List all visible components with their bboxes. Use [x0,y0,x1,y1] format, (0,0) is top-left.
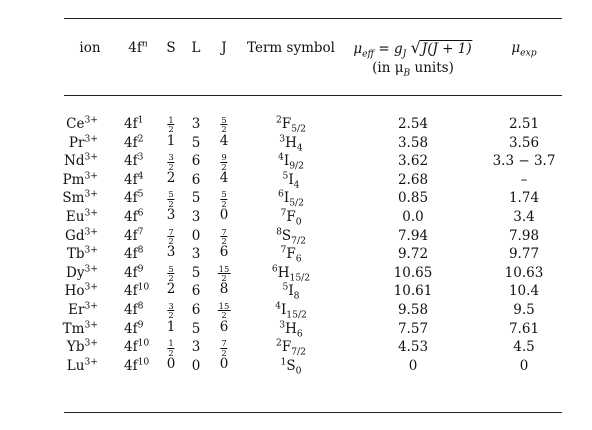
mu-eff-cell: 10.65 [393,264,433,281]
shell-cell: $4f^1$ [124,114,144,132]
fraction: $\frac{9}{2}$ [221,152,227,172]
total-j-cell: 4 [219,132,229,149]
total-j-cell [218,302,231,320]
ion-cell: $Eu^{3+}$ [65,207,98,225]
fraction: $\frac{15}{2}$ [218,263,230,284]
shell-cell: $4f^6$ [124,207,144,225]
fraction: $\frac{5}{2}$ [168,263,174,284]
term-symbol-cell: $^3H_6$ [279,319,303,340]
spin-cell [167,228,174,246]
spin-cell: 3 [166,244,176,261]
shell-cell: $4f^{10}$ [124,281,150,300]
mu-exp-cell: 3.4 [513,209,535,225]
total-j-cell [220,339,227,357]
table-bottom-rule [64,412,562,413]
fraction: $\frac{7}{2}$ [168,226,174,246]
orbital-cell: 3 [191,246,201,263]
total-j-cell [220,228,227,246]
header-total-j: J [221,40,227,56]
term-symbol-cell: $^4I_{9/2}$ [278,151,304,172]
term-symbol-cell: $^3H_4$ [279,133,303,154]
orbital-cell: 6 [191,283,201,300]
mu-exp-cell: 10.4 [508,283,540,300]
term-symbol-cell: $^7F_0$ [280,207,302,228]
mu-exp-cell: 10.63 [504,264,544,281]
table-header-rule [64,95,562,96]
spin-cell: 2 [166,281,176,298]
square-root-sign: √J(J + 1) [410,38,472,57]
fraction: $\frac{7}{2}$ [221,226,227,246]
total-j-cell: 6 [219,318,229,335]
ion-cell: $Lu^{3+}$ [66,356,98,374]
ion-cell: $Tb^{3+}$ [66,244,98,263]
header-orbital: L [191,40,201,56]
mu-eff-cell: 0 [408,357,418,374]
spin-cell [167,190,174,208]
mu-exp-cell: 0 [519,357,529,374]
shell-cell: $4f^9$ [124,319,144,337]
orbital-cell: 5 [191,320,201,337]
mu-exp-cell: 9.77 [508,246,540,263]
header-term-symbol: Term symbol [247,40,335,56]
mu-eff-cell: 9.58 [397,302,429,318]
term-symbol-cell: $^5I_4$ [282,170,300,191]
orbital-cell: 3 [191,339,201,356]
shell-cell: $4f^7$ [124,226,144,244]
total-j-cell: 0 [219,207,229,223]
shell-cell: $4f^9$ [124,263,144,281]
spin-cell [167,153,174,171]
spin-cell: 1 [166,132,176,149]
orbital-cell: 0 [191,357,201,374]
spin-cell: 2 [166,169,176,186]
orbital-cell: 6 [191,302,201,318]
term-symbol-cell: $^8S_{7/2}$ [276,226,306,247]
spin-cell: 3 [166,207,176,223]
term-symbol-cell: $^6I_{5/2}$ [278,188,304,210]
mu-exp-cell: 1.74 [508,190,540,207]
mu-exp-cell: 2.51 [508,116,540,132]
term-symbol-cell: $^5I_8$ [282,281,300,303]
ion-cell: $Ce^{3+}$ [66,114,98,132]
fraction: $\frac{5}{2}$ [221,189,227,209]
fraction: $\frac{5}{2}$ [168,189,174,209]
shell-cell: $4f^5$ [124,188,144,207]
term-symbol-cell: $^2F_{7/2}$ [276,337,306,358]
shell-cell: $4f^2$ [124,133,144,151]
ion-cell: $Yb^{3+}$ [66,337,98,356]
spin-cell: 0 [166,355,176,372]
total-j-cell [220,190,227,208]
fraction: $\frac{5}{2}$ [221,115,227,135]
shell-cell: $4f^8$ [124,300,144,318]
orbital-cell: 3 [191,209,201,225]
total-j-cell [220,116,227,134]
ion-cell: $Er^{3+}$ [68,300,98,318]
spin-cell: 1 [166,318,176,335]
ion-cell: $Nd^{3+}$ [64,151,98,170]
shell-cell: $4f^4$ [124,170,144,188]
mu-exp-cell: 3.3 − 3.7 [492,153,556,170]
mu-exp-cell: 7.61 [508,320,540,337]
ion-cell: $Pr^{3+}$ [68,133,98,151]
fraction: $\frac{15}{2}$ [218,301,230,321]
mu-exp-cell: 4.5 [513,339,535,356]
orbital-cell: 6 [191,153,201,170]
spin-cell [167,302,174,320]
fraction: $\frac{3}{2}$ [168,152,174,172]
mu-eff-cell: 2.54 [397,116,429,132]
orbital-cell: 3 [191,116,201,132]
mu-eff-cell: 3.62 [397,153,429,170]
total-j-cell [218,265,231,283]
ion-cell: $Dy^{3+}$ [66,263,98,281]
orbital-cell: 5 [191,134,201,151]
spin-cell [167,265,174,283]
header-shell: $4f^n$ [128,38,148,56]
mu-eff-cell: 10.61 [393,283,433,300]
mu-eff-cell: 0.85 [397,190,429,207]
mu-eff-cell: 4.53 [397,339,429,356]
total-j-cell: 0 [219,355,229,372]
ion-cell: $Ho^{3+}$ [64,281,98,300]
mu-eff-cell: 7.94 [397,227,429,244]
term-symbol-cell: $^2F_{5/2}$ [276,114,306,135]
mu-eff-cell: 9.72 [397,246,429,263]
ion-cell: $Sm^{3+}$ [62,188,98,207]
table-top-rule [64,18,562,19]
mu-exp-cell: 7.98 [508,227,540,244]
total-j-cell: 8 [219,281,229,298]
mu-eff-cell: 2.68 [397,171,429,188]
fraction: $\frac{7}{2}$ [221,338,227,358]
fraction: $\frac{3}{2}$ [168,301,174,321]
header-spin: S [166,40,176,56]
term-symbol-cell: $^1S_0$ [280,356,302,377]
mu-exp-cell: 3.56 [508,134,540,151]
fraction: $\frac{1}{2}$ [168,338,174,358]
ion-cell: $Tm^{3+}$ [62,319,98,337]
header-ion: ion [79,40,101,56]
spin-cell [167,116,174,134]
orbital-cell: 5 [191,190,201,207]
orbital-cell: 0 [191,227,201,244]
shell-cell: $4f^8$ [124,244,144,263]
spin-cell [167,339,174,357]
term-symbol-cell: $^4I_{15/2}$ [275,300,307,321]
ion-cell: $Pm^{3+}$ [62,170,98,188]
header-mu-eff: $\mu_{eff} = g_J$ √J(J + 1) [353,38,472,60]
total-j-cell: 4 [219,169,229,186]
term-symbol-cell: $^7F_6$ [280,244,302,265]
term-symbol-cell: $^6H_{15/2}$ [271,263,311,284]
mu-eff-cell: 0.0 [402,209,424,225]
total-j-cell: 6 [219,244,229,261]
orbital-cell: 5 [191,264,201,281]
mu-exp-cell: – [520,171,528,188]
fraction: $\frac{1}{2}$ [168,115,174,135]
total-j-cell [220,153,227,171]
orbital-cell: 6 [191,171,201,188]
ion-cell: $Gd^{3+}$ [65,226,98,244]
shell-cell: $4f^{10}$ [124,356,150,374]
mu-eff-cell: 7.57 [397,320,429,337]
shell-cell: $4f^3$ [124,151,144,170]
shell-cell: $4f^{10}$ [124,337,150,356]
mu-eff-cell: 3.58 [397,134,429,151]
mu-exp-cell: 9.5 [513,302,535,318]
header-mu-exp: $\mu_{exp}$ [511,40,537,59]
header-mu-eff-units: (in $\mu_B$ units) [372,60,454,79]
